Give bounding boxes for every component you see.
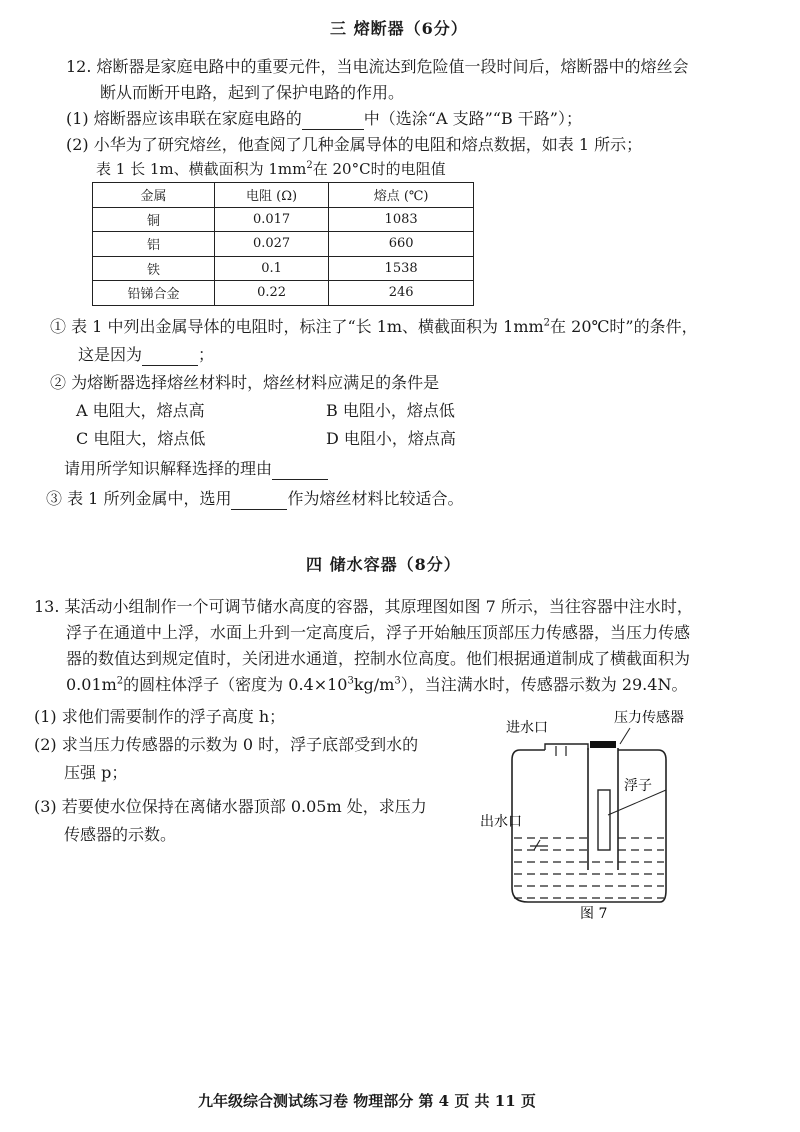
q12-sub2: ② 为熔断器选择熔丝材料时，熔丝材料应满足的条件是 <box>50 373 440 392</box>
q13-text-line1: 13. 某活动小组制作一个可调节储水高度的容器，其原理图如图 7 所示，当往容器中注水时， <box>34 597 693 616</box>
q12-sub1-line2-suffix: ； <box>198 345 215 364</box>
section3-heading: 三 熔断器（6分） <box>330 19 468 38</box>
page-footer: 九年级综合测试练习卷 物理部分 第 4 页 共 11 页 <box>198 1092 536 1110</box>
table-row <box>93 232 474 257</box>
table1-caption-text: 表 1 长 1m、横截面积为 1mm <box>96 160 307 178</box>
option-c: C 电阻大，熔点低 <box>76 429 206 448</box>
q12-sub3 <box>46 488 463 510</box>
option-d: D 电阻小，熔点高 <box>326 429 456 448</box>
table1-caption-text-b: 在 20°C时的电阻值 <box>312 160 446 178</box>
section4-heading: 四 储水容器（8分） <box>306 555 461 574</box>
label-inlet: 进水口 <box>506 720 548 736</box>
answer-blank-3[interactable] <box>272 463 328 480</box>
q12-part1 <box>66 108 582 130</box>
q12-sub1-text-b: 在 20℃时”的条件， <box>550 317 698 336</box>
q13-text-sup: 2 <box>116 675 124 687</box>
figure7-diagram <box>470 700 684 930</box>
table1-cell-resistance: 0.1 <box>214 256 328 281</box>
q12-reason <box>64 458 328 480</box>
table1-header-cell: 电阻 (Ω) <box>214 183 328 208</box>
q13-text-area: 0.01m <box>66 675 117 694</box>
q12-text-line1: 12. 熔断器是家庭电路中的重要元件，当电流达到危险值一段时间后，熔断器中的熔丝会 <box>66 57 689 76</box>
outlet-mark <box>534 840 540 850</box>
q12-reason-prefix: 请用所学知识解释选择的理由 <box>64 459 273 478</box>
sensor-leader <box>620 728 630 744</box>
table1-cell-resistance: 0.22 <box>214 281 328 306</box>
answer-blank-1[interactable] <box>302 113 364 130</box>
q12-sub1-line2-prefix: 这是因为 <box>78 345 143 364</box>
q12-part1-prefix: (1) 熔断器应该串联在家庭电路的 <box>66 109 302 128</box>
q12-sub1-line2 <box>78 344 214 366</box>
container-outline <box>512 750 666 902</box>
q12-part2: (2) 小华为了研究熔丝，他查阅了几种金属导体的电阻和熔点数据，如表 1 所示； <box>66 135 643 154</box>
label-sensor: 压力传感器 <box>614 710 684 726</box>
table1-cell-melting-point: 1538 <box>329 256 474 281</box>
table1-cell-melting-point: 246 <box>329 281 474 306</box>
table1-header-cell: 金属 <box>93 183 215 208</box>
label-outlet: 出水口 <box>480 814 522 830</box>
table-row <box>93 256 474 281</box>
table1-header-row <box>93 183 474 208</box>
table-row <box>93 207 474 232</box>
table1-header-cell: 熔点 (℃) <box>329 183 474 208</box>
table1-caption-sup: 2 <box>306 160 313 171</box>
table-row <box>93 281 474 306</box>
answer-blank-4[interactable] <box>231 493 287 510</box>
q12-sub3-suffix: 作为熔丝材料比较适合。 <box>287 489 464 508</box>
table1-cell-metal: 铝 <box>93 232 215 257</box>
q13-part3-line2: 传感器的示数。 <box>64 825 177 844</box>
q13-text-line3: 器的数值达到规定值时，关闭进水通道，控制水位高度。他们根据通道制成了横截面积为 <box>66 649 691 668</box>
q12-text-line2: 断从而断开电路，起到了保护电路的作用。 <box>100 83 405 102</box>
water-surface <box>514 838 664 898</box>
q13-text-line4 <box>66 674 687 696</box>
table1 <box>92 182 474 306</box>
q13-part2-line1: (2) 求当压力传感器的示数为 0 时，浮子底部受到水的 <box>34 735 419 754</box>
float <box>598 790 610 850</box>
table1-cell-melting-point: 660 <box>329 232 474 257</box>
figure7-caption: 图 7 <box>580 906 608 922</box>
table1-caption <box>96 158 446 180</box>
q13-part2-line2: 压强 p； <box>64 763 128 782</box>
q13-text-reading: ），当注满水时，传感器示数为 29.4N。 <box>400 675 688 694</box>
answer-blank-2[interactable] <box>142 349 198 366</box>
table1-cell-metal: 铜 <box>93 207 215 232</box>
q13-text-sup: 3 <box>347 675 354 687</box>
q13-text-sup: 3 <box>394 675 401 687</box>
option-a: A 电阻大，熔点高 <box>76 401 205 420</box>
pressure-sensor <box>590 741 616 748</box>
table1-cell-resistance: 0.027 <box>214 232 328 257</box>
label-float: 浮子 <box>624 778 652 794</box>
q12-sub3-prefix: ③ 表 1 所列金属中，选用 <box>46 489 232 508</box>
q13-text-line2: 浮子在通道中上浮，水面上升到一定高度后，浮子开始触压顶部压力传感器，当压力传感 <box>66 623 691 642</box>
q13-part3-line1: (3) 若要使水位保持在离储水器顶部 0.05m 处，求压力 <box>34 797 427 816</box>
q13-text-unit: kg/m <box>353 675 395 694</box>
table1-cell-metal: 铁 <box>93 256 215 281</box>
table1-cell-resistance: 0.017 <box>214 207 328 232</box>
table1-cell-metal: 铅锑合金 <box>93 281 215 306</box>
q12-sub1-sup: 2 <box>543 317 551 329</box>
table1-cell-melting-point: 1083 <box>329 207 474 232</box>
q13-part1: (1) 求他们需要制作的浮子高度 h； <box>34 707 286 726</box>
q12-sub1-text: ① 表 1 中列出金属导体的电阻时，标注了“长 1m、横截面积为 1mm <box>50 317 544 336</box>
q13-text-density: 的圆柱体浮子（密度为 0.4×10 <box>123 675 348 694</box>
q12-part1-suffix: 中（选涂“A 支路”“B 干路”）； <box>363 109 582 128</box>
option-b: B 电阻小，熔点低 <box>326 401 455 420</box>
q12-sub1 <box>50 316 698 338</box>
